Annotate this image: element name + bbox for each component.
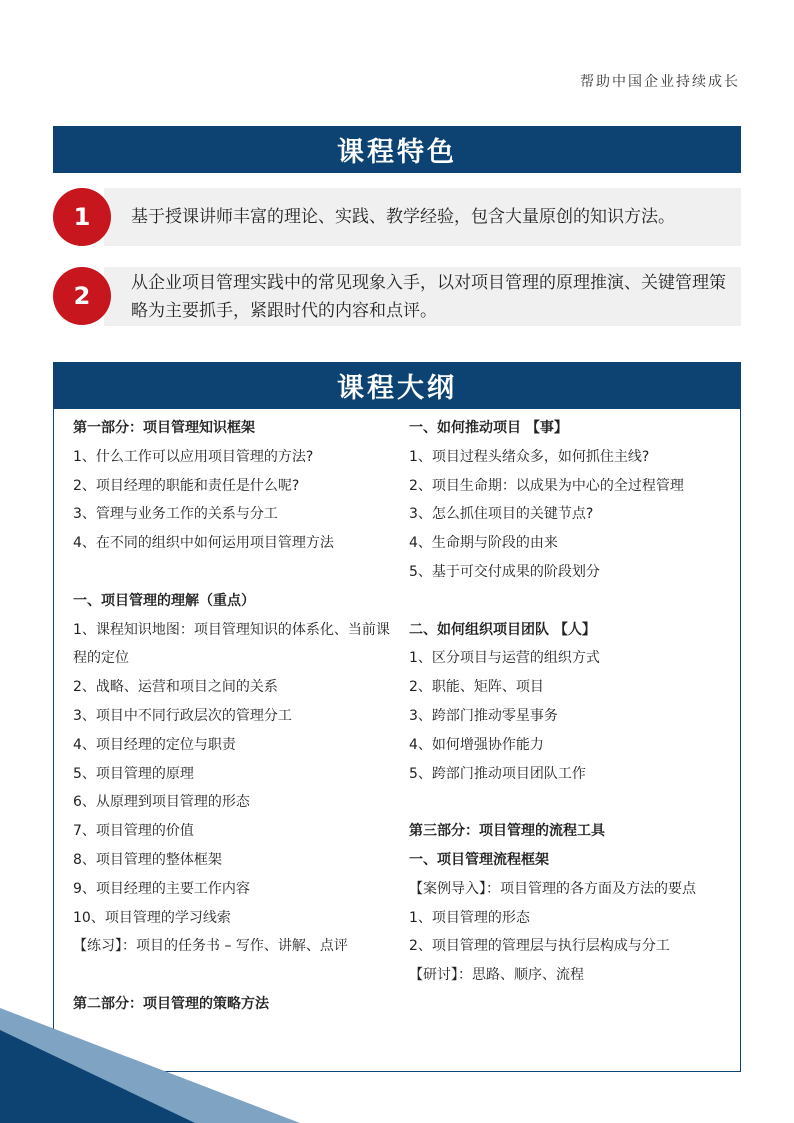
list-item: 1、什么工作可以应用项目管理的方法?	[73, 448, 314, 465]
feature-item-2	[104, 267, 741, 326]
tagline: 帮助中国企业持续成长	[580, 74, 740, 90]
spacer	[73, 961, 391, 990]
part3-title: 第三部分：项目管理的流程工具	[409, 823, 605, 840]
list-item: 5、跨部门推动项目团队工作	[409, 765, 586, 782]
outline-left-column	[73, 414, 391, 1019]
feature-text-1: 基于授课讲师丰富的理论、实践、教学经验，包含大量原创的知识方法。	[131, 207, 675, 227]
list-item: 9、项目经理的主要工作内容	[73, 880, 250, 897]
features-title: 课程特色	[337, 137, 457, 168]
feature-number-1	[53, 188, 111, 246]
feature-number-1-label: 1	[73, 203, 91, 231]
list-item: 1、项目管理的形态	[409, 909, 530, 926]
list-item: 【案例导入】：项目管理的各方面及方法的要点	[409, 880, 696, 897]
list-item: 3、管理与业务工作的关系与分工	[73, 506, 278, 523]
list-item: 2、项目经理的职能和责任是什么呢?	[73, 477, 300, 494]
list-item: 【研讨】：思路、顺序、流程	[409, 967, 584, 984]
list-item: 2、职能、矩阵、项目	[409, 679, 544, 696]
feature-item-1	[104, 188, 741, 246]
feature-text-2: 从企业项目管理实践中的常见现象入手，以对项目管理的原理推演、关键管理策略为主要抓手，紧跟时代的内容和点评。	[131, 272, 726, 321]
outline-title: 课程大纲	[337, 373, 457, 404]
list-item: 8、项目管理的整体框架	[73, 851, 222, 868]
feature-number-2	[53, 267, 111, 325]
list-item: 6、从原理到项目管理的形态	[73, 794, 250, 811]
list-item: 5、基于可交付成果的阶段划分	[409, 563, 600, 580]
section-c-title: 一、项目管理流程框架	[409, 851, 549, 868]
list-item: 4、在不同的组织中如何运用项目管理方法	[73, 535, 334, 552]
feature-number-2-label: 2	[73, 282, 91, 310]
part1-title: 第一部分：项目管理知识框架	[73, 420, 255, 436]
corner-decoration	[0, 1008, 300, 1123]
features-banner	[53, 126, 741, 173]
list-item: 3、怎么抓住项目的关键节点?	[409, 506, 594, 523]
section-b-title: 二、如何组织项目团队 【人】	[409, 621, 596, 638]
spacer	[409, 587, 727, 616]
spacer	[73, 558, 391, 587]
part2-title: 第二部分：项目管理的策略方法	[73, 995, 269, 1012]
list-item: 1、区分项目与运营的组织方式	[409, 650, 600, 667]
section1-title: 一、项目管理的理解（重点）	[73, 592, 255, 609]
list-item: 2、项目生命期：以成果为中心的全过程管理	[409, 477, 684, 494]
spacer	[409, 788, 727, 817]
list-item: 4、如何增强协作能力	[409, 736, 544, 753]
list-item: 10、项目管理的学习线索	[73, 909, 231, 926]
list-item: 5、项目管理的原理	[73, 765, 194, 782]
section-a-title: 一、如何推动项目 【事】	[409, 420, 568, 436]
outline-banner	[53, 362, 741, 409]
list-item: 3、项目中不同行政层次的管理分工	[73, 707, 292, 724]
list-item: 2、项目管理的管理层与执行层构成与分工	[409, 938, 670, 955]
list-item: 1、项目过程头绪众多，如何抓住主线?	[409, 448, 650, 465]
list-item: 4、项目经理的定位与职责	[73, 736, 236, 753]
list-item: 3、跨部门推动零星事务	[409, 707, 558, 724]
list-item: 1、课程知识地图：项目管理知识的体系化、当前课程的定位	[73, 621, 390, 667]
list-item: 7、项目管理的价值	[73, 823, 194, 840]
list-item: 4、生命期与阶段的由来	[409, 535, 558, 552]
outline-right-column	[409, 414, 727, 990]
list-item: 【练习】：项目的任务书 – 写作、讲解、点评	[73, 938, 348, 955]
list-item: 2、战略、运营和项目之间的关系	[73, 679, 278, 696]
